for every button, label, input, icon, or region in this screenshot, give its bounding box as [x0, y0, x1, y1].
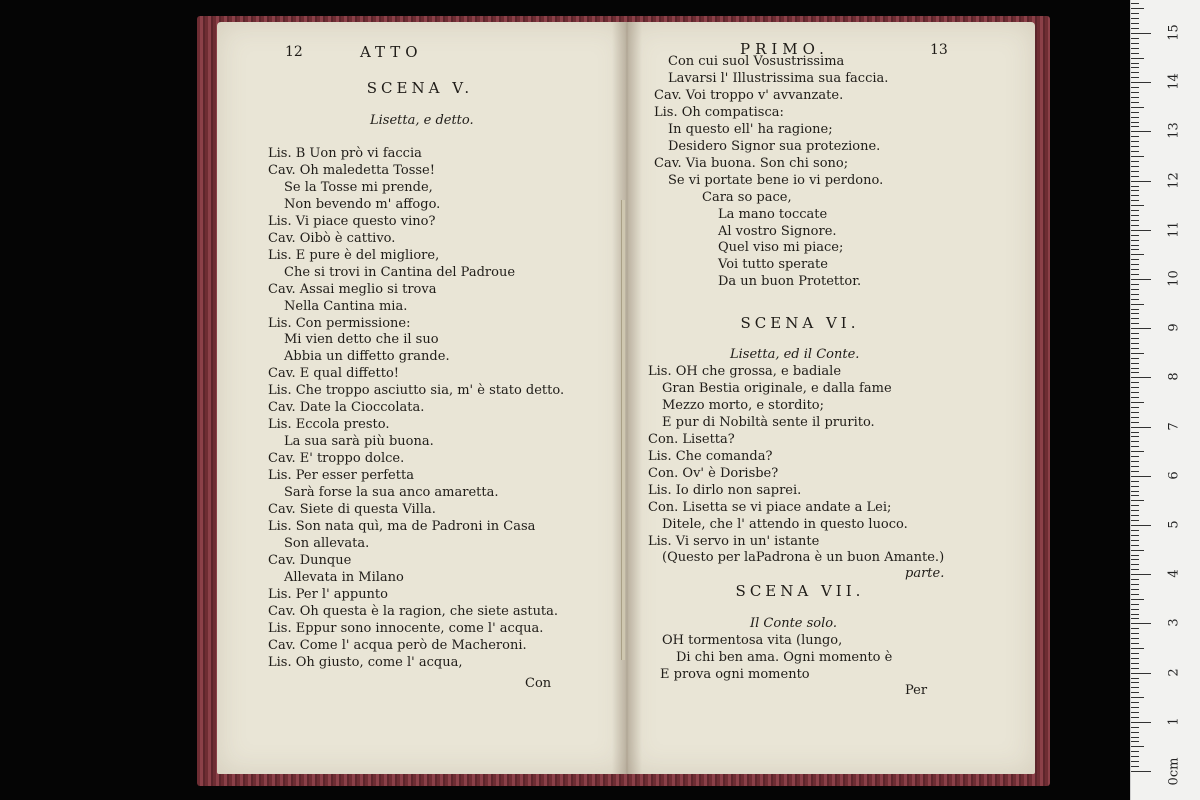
ruler-tick — [1131, 259, 1139, 260]
ruler-tick — [1131, 102, 1139, 103]
ruler-tick — [1131, 412, 1139, 413]
ruler-tick — [1131, 112, 1139, 113]
left-page-number: 12 — [285, 44, 303, 60]
text-line: Cav. Siete di questa Villa. — [268, 501, 436, 517]
ruler-tick — [1131, 274, 1139, 275]
ruler-tick — [1131, 97, 1139, 98]
ruler-tick — [1131, 697, 1144, 698]
ruler-tick — [1131, 633, 1139, 634]
ruler-cm-label: 1 — [1166, 717, 1182, 726]
text-line: Con. Ov' è Dorisbe? — [648, 465, 779, 481]
right-running-head: PRIMO. — [740, 40, 829, 58]
ruler-tick — [1131, 500, 1144, 501]
ruler-tick — [1131, 623, 1151, 624]
ruler-cm-label: 10 — [1166, 270, 1182, 287]
ruler-tick — [1131, 618, 1139, 619]
ruler-tick — [1131, 13, 1139, 14]
ruler-tick — [1131, 200, 1139, 201]
text-line: Cav. Oibò è cattivo. — [268, 230, 396, 246]
ruler-tick — [1131, 761, 1139, 762]
text-line: Lis. Io dirlo non saprei. — [648, 482, 802, 498]
ruler-tick — [1131, 495, 1139, 496]
ruler-tick — [1131, 333, 1139, 334]
ruler-tick — [1131, 348, 1139, 349]
text-line: Lis. E pure è del migliore, — [268, 247, 440, 263]
ruler-tick — [1131, 215, 1139, 216]
ruler-cm-label: 12 — [1166, 171, 1182, 189]
ruler-tick — [1131, 663, 1139, 664]
ruler-tick — [1131, 687, 1139, 688]
ruler-tick — [1131, 235, 1139, 236]
ruler-tick — [1131, 707, 1139, 708]
ruler-cm-label: 4 — [1166, 569, 1182, 578]
right-page-number: 13 — [930, 42, 948, 58]
text-line: Lis. Con permissione: — [268, 315, 411, 331]
ruler-tick — [1131, 451, 1144, 452]
ruler-cm-label: 5 — [1166, 520, 1182, 529]
scene-5-characters: Lisetta, e detto. — [370, 113, 474, 128]
scene-5-title: SCENA V. — [366, 79, 474, 97]
ruler-tick — [1131, 63, 1139, 64]
ruler-tick — [1131, 422, 1139, 423]
ruler-tick — [1131, 284, 1139, 285]
ruler-tick — [1131, 614, 1139, 615]
ruler-tick — [1131, 195, 1139, 196]
text-line: Non bevendo m' affogo. — [284, 196, 441, 212]
ruler-tick — [1131, 58, 1144, 59]
text-line: Son allevata. — [284, 535, 370, 551]
ruler-tick — [1131, 358, 1139, 359]
ruler-tick — [1131, 456, 1139, 457]
binding-thread — [621, 200, 625, 660]
ruler-cm-label: 13 — [1166, 122, 1182, 140]
ruler-tick — [1131, 87, 1139, 88]
ruler-tick — [1131, 264, 1139, 265]
text-line: Lis. Per l' appunto — [268, 586, 388, 602]
ruler-tick — [1131, 574, 1151, 575]
ruler-tick — [1131, 741, 1139, 742]
ruler-tick — [1131, 289, 1139, 290]
ruler-tick — [1131, 564, 1139, 565]
ruler-tick — [1131, 392, 1139, 393]
ruler-tick — [1131, 353, 1144, 354]
ruler-tick — [1131, 476, 1151, 477]
text-line: Voi tutto sperate — [718, 257, 828, 273]
text-line: Lis. Che comanda? — [648, 448, 773, 464]
ruler-tick — [1131, 48, 1139, 49]
text-line: La mano toccate — [718, 206, 828, 222]
text-line: Lis. Vi servo in un' istante — [648, 533, 820, 549]
ruler-tick — [1131, 461, 1139, 462]
ruler-tick — [1131, 245, 1139, 246]
book-gutter — [612, 22, 642, 774]
ruler-tick — [1131, 146, 1139, 147]
ruler-tick — [1131, 33, 1151, 34]
ruler-tick — [1131, 77, 1139, 78]
text-line: Mi vien detto che il suo — [284, 332, 439, 348]
measuring-ruler — [1130, 0, 1200, 800]
exit-direction: parte. — [905, 566, 945, 581]
left-catchword: Con — [525, 676, 552, 691]
ruler-tick — [1131, 122, 1139, 123]
ruler-tick — [1131, 210, 1139, 211]
text-line: Abbia un diffetto grande. — [284, 349, 450, 365]
text-line: Lis. OH che grossa, e badiale — [648, 364, 842, 379]
ruler-tick — [1131, 417, 1139, 418]
ruler-tick — [1131, 67, 1139, 68]
text-line: Cav. Assai meglio si trova — [268, 281, 437, 297]
ruler-tick — [1131, 28, 1139, 29]
ruler-tick — [1131, 737, 1139, 738]
ruler-tick — [1131, 382, 1139, 383]
ruler-tick — [1131, 323, 1139, 324]
ruler-tick — [1131, 117, 1139, 118]
ruler-tick — [1131, 638, 1139, 639]
ruler-tick — [1131, 471, 1139, 472]
ruler-tick — [1131, 254, 1144, 255]
ruler-tick — [1131, 402, 1144, 403]
text-line: Lis. Son nata quì, ma de Padroni in Casa — [268, 518, 536, 534]
text-line: Cara so pace, — [702, 189, 792, 205]
ruler-tick — [1131, 678, 1139, 679]
ruler-tick — [1131, 732, 1139, 733]
ruler-tick — [1131, 186, 1139, 187]
ruler-tick — [1131, 240, 1139, 241]
ruler-tick — [1131, 328, 1151, 329]
text-line: Cav. Oh questa è la ragion, che siete astuta. — [268, 603, 559, 619]
ruler-tick — [1131, 589, 1139, 590]
ruler-tick — [1131, 712, 1139, 713]
ruler-tick — [1131, 466, 1139, 467]
ruler-tick — [1131, 294, 1139, 295]
ruler-tick — [1131, 43, 1139, 44]
left-running-head: ATTO — [360, 43, 423, 61]
text-line: Al vostro Signore. — [718, 223, 837, 239]
scene-6-title: SCENA VI. — [740, 314, 860, 332]
ruler-tick — [1131, 555, 1139, 556]
text-line: Desidero Signor sua protezione. — [668, 138, 881, 154]
right-catchword: Per — [905, 683, 928, 698]
ruler-tick — [1131, 313, 1139, 314]
ruler-tick — [1131, 299, 1139, 300]
ruler-tick — [1131, 525, 1151, 526]
text-line: Da un buon Protettor. — [718, 274, 862, 290]
text-line: Cav. Dunque — [268, 552, 352, 568]
scene-7-title: SCENA VII. — [735, 582, 865, 600]
ruler-cm-label: 11 — [1166, 221, 1182, 238]
ruler-tick — [1131, 151, 1139, 152]
ruler-tick — [1131, 8, 1144, 9]
ruler-tick — [1131, 751, 1139, 752]
ruler-tick — [1131, 491, 1139, 492]
ruler-tick — [1131, 190, 1139, 191]
text-line: Nella Cantina mia. — [284, 298, 408, 314]
ruler-tick — [1131, 372, 1139, 373]
text-line: Cav. Date la Cioccolata. — [268, 400, 425, 416]
text-line: Se vi portate bene io vi perdono. — [668, 172, 884, 188]
ruler-tick — [1131, 550, 1144, 551]
text-line: Con cui suol Vosustrissima — [668, 54, 845, 69]
ruler-tick — [1131, 166, 1139, 167]
ruler-tick — [1131, 53, 1139, 54]
ruler-tick — [1131, 653, 1139, 654]
ruler-tick — [1131, 161, 1139, 162]
ruler-cm-label: 3 — [1166, 618, 1182, 628]
ruler-cm-label: 2 — [1166, 667, 1182, 677]
ruler-tick — [1131, 82, 1151, 83]
ruler-tick — [1131, 343, 1139, 344]
ruler-tick — [1131, 397, 1139, 398]
ruler-tick — [1131, 756, 1139, 757]
text-line: Cav. Via buona. Son chi sono; — [654, 155, 849, 171]
text-line: Con. Lisetta? — [648, 431, 735, 447]
ruler-tick — [1131, 136, 1139, 137]
text-line: Quel viso mi piace; — [718, 240, 844, 256]
ruler-tick — [1131, 766, 1139, 767]
ruler-tick — [1131, 481, 1139, 482]
ruler-tick — [1131, 141, 1139, 142]
ruler-tick — [1131, 92, 1139, 93]
ruler-tick — [1131, 171, 1139, 172]
text-line: Lis. Oh giusto, come l' acqua, — [268, 654, 463, 670]
ruler-tick — [1131, 604, 1139, 605]
ruler-tick — [1131, 727, 1139, 728]
ruler-tick — [1131, 225, 1139, 226]
ruler-unit-label: 0cm — [1166, 757, 1182, 786]
text-line: Cav. Come l' acqua però de Macheroni. — [268, 637, 527, 653]
ruler-tick — [1131, 249, 1139, 250]
text-line: E prova ogni momento — [660, 667, 810, 682]
ruler-tick — [1131, 530, 1139, 531]
ruler-tick — [1131, 486, 1139, 487]
ruler-tick — [1131, 318, 1139, 319]
ruler-tick — [1131, 569, 1139, 570]
text-line: E pur di Nobiltà sente il prurito. — [662, 414, 875, 430]
ruler-tick — [1131, 771, 1151, 772]
ruler-tick — [1131, 230, 1151, 231]
ruler-tick — [1131, 545, 1139, 546]
ruler-tick — [1131, 156, 1144, 157]
text-line: In questo ell' ha ragione; — [668, 121, 833, 137]
ruler-cm-label: 7 — [1166, 421, 1182, 431]
text-line: Lis. B Uon prò vi faccia — [268, 146, 422, 161]
ruler-cm-label: 9 — [1166, 323, 1182, 332]
text-line: Ditele, che l' attendo in questo luoco. — [662, 516, 908, 532]
ruler-tick — [1131, 702, 1139, 703]
text-line: OH tormentosa vita (lungo, — [662, 633, 843, 648]
ruler-tick — [1131, 23, 1139, 24]
text-line: Lis. Che troppo asciutto sia, m' è stato detto. — [268, 383, 565, 399]
ruler-tick — [1131, 432, 1139, 433]
ruler-tick — [1131, 363, 1139, 364]
ruler-tick — [1131, 220, 1139, 221]
text-line: Allevata in Milano — [284, 569, 404, 585]
text-line: Cav. E' troppo dolce. — [268, 451, 405, 467]
ruler-tick — [1131, 131, 1151, 132]
ruler-tick — [1131, 682, 1139, 683]
ruler-tick — [1131, 643, 1139, 644]
ruler-tick — [1131, 309, 1139, 310]
ruler-tick — [1131, 692, 1139, 693]
ruler-tick — [1131, 436, 1139, 437]
ruler-tick — [1131, 205, 1144, 206]
ruler-tick — [1131, 107, 1144, 108]
ruler-tick — [1131, 72, 1139, 73]
ruler-cm-label: 15 — [1166, 24, 1182, 41]
ruler-tick — [1131, 515, 1139, 516]
ruler-tick — [1131, 722, 1151, 723]
ruler-tick — [1131, 579, 1139, 580]
ruler-tick — [1131, 648, 1144, 649]
text-line: Lis. Vi piace questo vino? — [268, 213, 436, 229]
text-line: La sua sarà più buona. — [284, 434, 434, 450]
ruler-tick — [1131, 18, 1139, 19]
ruler-tick — [1131, 387, 1139, 388]
ruler-cm-label: 14 — [1166, 73, 1182, 90]
ruler-tick — [1131, 668, 1139, 669]
ruler-tick — [1131, 609, 1139, 610]
ruler-tick — [1131, 126, 1139, 127]
text-line: Lis. Oh compatisca: — [654, 104, 784, 120]
ruler-tick — [1131, 510, 1139, 511]
text-line: Che si trovi in Cantina del Padroue — [284, 264, 516, 280]
text-line: Cav. Voi troppo v' avvanzate. — [654, 87, 844, 103]
ruler-tick — [1131, 658, 1139, 659]
ruler-tick — [1131, 594, 1139, 595]
ruler-tick — [1131, 3, 1139, 4]
text-line: Sarà forse la sua anco amaretta. — [284, 485, 499, 500]
ruler-tick — [1131, 427, 1151, 428]
ruler-tick — [1131, 746, 1144, 747]
ruler-tick — [1131, 279, 1151, 280]
ruler-tick — [1131, 441, 1139, 442]
ruler-tick — [1131, 368, 1139, 369]
ruler-tick — [1131, 535, 1139, 536]
text-line: Cav. E qual diffetto! — [268, 366, 400, 382]
ruler-cm-label: 8 — [1166, 372, 1182, 382]
ruler-tick — [1131, 377, 1151, 378]
ruler-tick — [1131, 181, 1151, 182]
ruler-tick — [1131, 673, 1151, 674]
ruler-tick — [1131, 304, 1144, 305]
ruler-tick — [1131, 540, 1139, 541]
ruler-tick — [1131, 38, 1139, 39]
text-line: Gran Bestia originale, e dalla fame — [662, 380, 892, 396]
ruler-tick — [1131, 269, 1139, 270]
ruler-tick — [1131, 407, 1139, 408]
ruler-tick — [1131, 628, 1139, 629]
text-line: Lavarsi l' Illustrissima sua faccia. — [668, 70, 889, 86]
ruler-tick — [1131, 505, 1139, 506]
ruler-tick — [1131, 520, 1139, 521]
ruler-tick — [1131, 338, 1139, 339]
ruler-tick — [1131, 584, 1139, 585]
ruler-tick — [1131, 717, 1139, 718]
text-line: (Questo per laPadrona è un buon Amante.) — [662, 550, 945, 566]
text-line: Lis. Eccola presto. — [268, 417, 390, 433]
text-line: Mezzo morto, e stordito; — [662, 397, 825, 413]
ruler-tick — [1131, 446, 1139, 447]
ruler-cm-label: 6 — [1166, 471, 1182, 480]
text-line: Lis. Eppur sono innocente, come l' acqua. — [268, 620, 544, 636]
scene-7-characters: Il Conte solo. — [750, 616, 838, 631]
text-line: Di chi ben ama. Ogni momento è — [676, 650, 893, 665]
text-line: Con. Lisetta se vi piace andate a Lei; — [648, 499, 892, 515]
text-line: Se la Tosse mi prende, — [284, 179, 433, 195]
text-line: Cav. Oh maledetta Tosse! — [268, 162, 435, 178]
ruler-tick — [1131, 599, 1144, 600]
ruler-tick — [1131, 559, 1139, 560]
text-line: Lis. Per esser perfetta — [268, 468, 414, 484]
scene-6-characters: Lisetta, ed il Conte. — [730, 347, 860, 362]
ruler-tick — [1131, 176, 1139, 177]
